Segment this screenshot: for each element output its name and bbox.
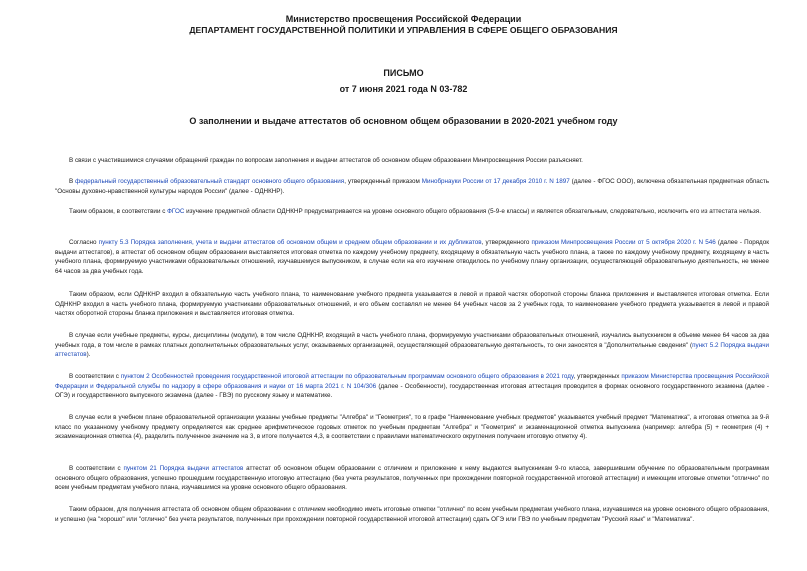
paragraph-5 [55, 290, 769, 319]
paragraph-text: , утвержденного [481, 239, 532, 246]
paragraph-text: , утвержденный приказом [344, 178, 422, 185]
paragraph-text: В соответствии с [69, 465, 124, 472]
paragraph-text: Таким образом, в соответствии с [69, 208, 168, 215]
paragraph-text: ). [86, 351, 91, 359]
document-type: ПИСЬМО [383, 68, 424, 78]
reference-link[interactable]: Минобрнауки России от 17 декабря 2010 г. N 1897 [421, 178, 570, 185]
paragraph-text: (далее - Особенности), государственная итоговая аттестация проводится в формах основного государственного экзамена (далее - ОГЭ) и государственного выпускного экзамена (далее - ГВЭ) по русскому языку и математике. [55, 382, 769, 400]
paragraph-text: , утвержденных [573, 373, 622, 380]
reference-link[interactable]: пунктом 2 Особенностей проведения государственной итоговой аттестации по образовательным программам основного общего образования в 2021 году [120, 373, 574, 380]
paragraph-text: Таким образом, для получения аттестата об основном общем образовании с отличием необходимо иметь итоговые отметки "отлично" по всем учебным предметам учебного плана, изучавшимся на уровне основного общего образования, и успешно (на "хорошо" или "отлично" без учета результатов, полученных при прохождении повторной государственной итоговой аттестации) сдать ОГЭ или ГВЭ по учебным предметам "Русский язык" и "Математика". [55, 506, 769, 523]
reference-link[interactable]: пункту 5.3 Порядка заполнения, учета и выдачи аттестатов об основном общем и среднем общем образовании и их дубликатов [98, 239, 482, 246]
paragraph-text: В случае если учебные предметы, курсы, дисциплины (модули), в том числе ОДНКНР, входящий в часть учебного плана, формируемую участниками образовательных отношений, изучались выпускником в объеме менее 64 часов за два учебных года, в том числе в рамках платных дополнительных образовательных услуг, оказываемых организацией, осуществляющей образовательную деятельность, то они заносятся в "Дополнительные сведения" ( [55, 332, 769, 349]
reference-link[interactable]: приказом Министерства просвещения Российской Федерации и Федеральной службы по надзору в сфере образования и науки от 16 марта 2021 г. N 104/306 [55, 373, 770, 390]
reference-link[interactable]: федеральный государственный образовательный стандарт основного общего образования [75, 178, 345, 185]
document-date: от 7 июня 2021 года N 03-782 [339, 84, 468, 94]
paragraph-text: В случае если в учебном плане образовательной организации указаны учебные предметы "Алгебра" и "Геометрия", то в графе "Наименование учебных предметов" указывается учебный предмет "Математика", а итоговая отметка за 9-й класс по указанному учебному предмету определяется как среднее арифметическое годовых отметок по учебным предметам "Алгебра" и "Геометрия" и экзаменационной отметка выпускника (например: алгебра (5) + геометрия (4) + экзаменационная отметка (4), разделить полученное значение на 3, в итоге получается 4,3, в соответствии с правилами математического округления получаем итоговую отметку 4). [55, 414, 769, 441]
paragraph-text: изучение предметной области ОДНКНР предусматривается на уровне основного общего образования (5-9-е классы) и является обязательным, следовательно, исключить его из аттестата нельзя. [184, 208, 761, 215]
paragraph-text: В [69, 178, 76, 185]
paragraph-text: (далее - Порядок выдачи аттестатов), в аттестат об основном общем образовании выставляется итоговая отметка по каждому учебному предмету, входящему в обязательную часть учебного плана, а также по каждому учебному предмету, входящему в часть учебного плана, формируемую участниками образовательных отношений, изучавшемуся выпускником, в случае если на его изучение отводилось по учебному плану организации, осуществляющей образовательную деятельность, не менее 64 часов за два учебных года. [55, 239, 769, 275]
paragraph-text: В связи с участившимися случаями обращений граждан по вопросам заполнения и выдачи аттестатов об основном общем образовании Минпросвещения России разъясняет. [69, 157, 583, 164]
paragraph-text: Таким образом, если ОДНКНР входил в обязательную часть учебного плана, то наименование учебного предмета указывается в левой и правой частях оборотной стороны бланка приложения и выставляется итоговая отметка. Если ОДНКНР входил в часть учебного плана, формируемую участниками образовательных отношений, и его объем составлял не менее 64 учебных часов за 2 учебных года, то наименование учебного предмета указывается в левой и правой частях оборотной стороны бланка приложения и выставляется итоговая отметка. [55, 291, 769, 318]
paragraph-1 [55, 156, 769, 166]
document-subject: О заполнении и выдаче аттестатов об основном общем образовании в 2020-2021 учебном году [189, 116, 618, 126]
paragraph-7 [55, 372, 769, 401]
paragraph-text: (далее - ФГОС ООО), включена обязательная предметная область "Основы духовно-нравственной культуры народов России" (далее - ОДНКНР). [55, 178, 770, 195]
paragraph-4 [55, 238, 769, 276]
department-name: ДЕПАРТАМЕНТ ГОСУДАРСТВЕННОЙ ПОЛИТИКИ И УПРАВЛЕНИЯ В СФЕРЕ ОБЩЕГО ОБРАЗОВАНИЯ [189, 25, 618, 35]
paragraph-8 [55, 413, 769, 442]
ministry-name: Министерство просвещения Российской Федерации [285, 14, 522, 24]
paragraph-2 [55, 177, 769, 196]
paragraph-10 [55, 505, 769, 524]
reference-link[interactable]: пунктом 21 Порядка выдачи аттестатов [123, 465, 244, 472]
reference-link[interactable]: пункт 5.2 Порядка выдачи аттестатов [55, 341, 769, 359]
paragraph-3 [55, 207, 769, 217]
paragraph-text: В соответствии с [69, 373, 121, 380]
paragraph-text: аттестат об основном общем образовании с отличием и приложение к нему выдаются выпускникам 9-го класса, завершившим обучение по образовательным программам основного общего образования, успешно прошедшим государственную итоговую аттестацию (без учета результатов, полученных при прохождении повторной государственной итоговой аттестации) и имеющим итоговые отметки "отлично" по всем учебным предметам учебного плана, изучавшимся на уровне основного общего образования. [55, 465, 770, 492]
reference-link[interactable]: ФГОС [167, 208, 185, 215]
paragraph-6 [55, 331, 769, 360]
paragraph-text: Согласно [69, 239, 99, 246]
reference-link[interactable]: приказом Минпросвещения России от 5 октября 2020 г. N 546 [531, 239, 716, 246]
paragraph-9 [55, 464, 769, 493]
